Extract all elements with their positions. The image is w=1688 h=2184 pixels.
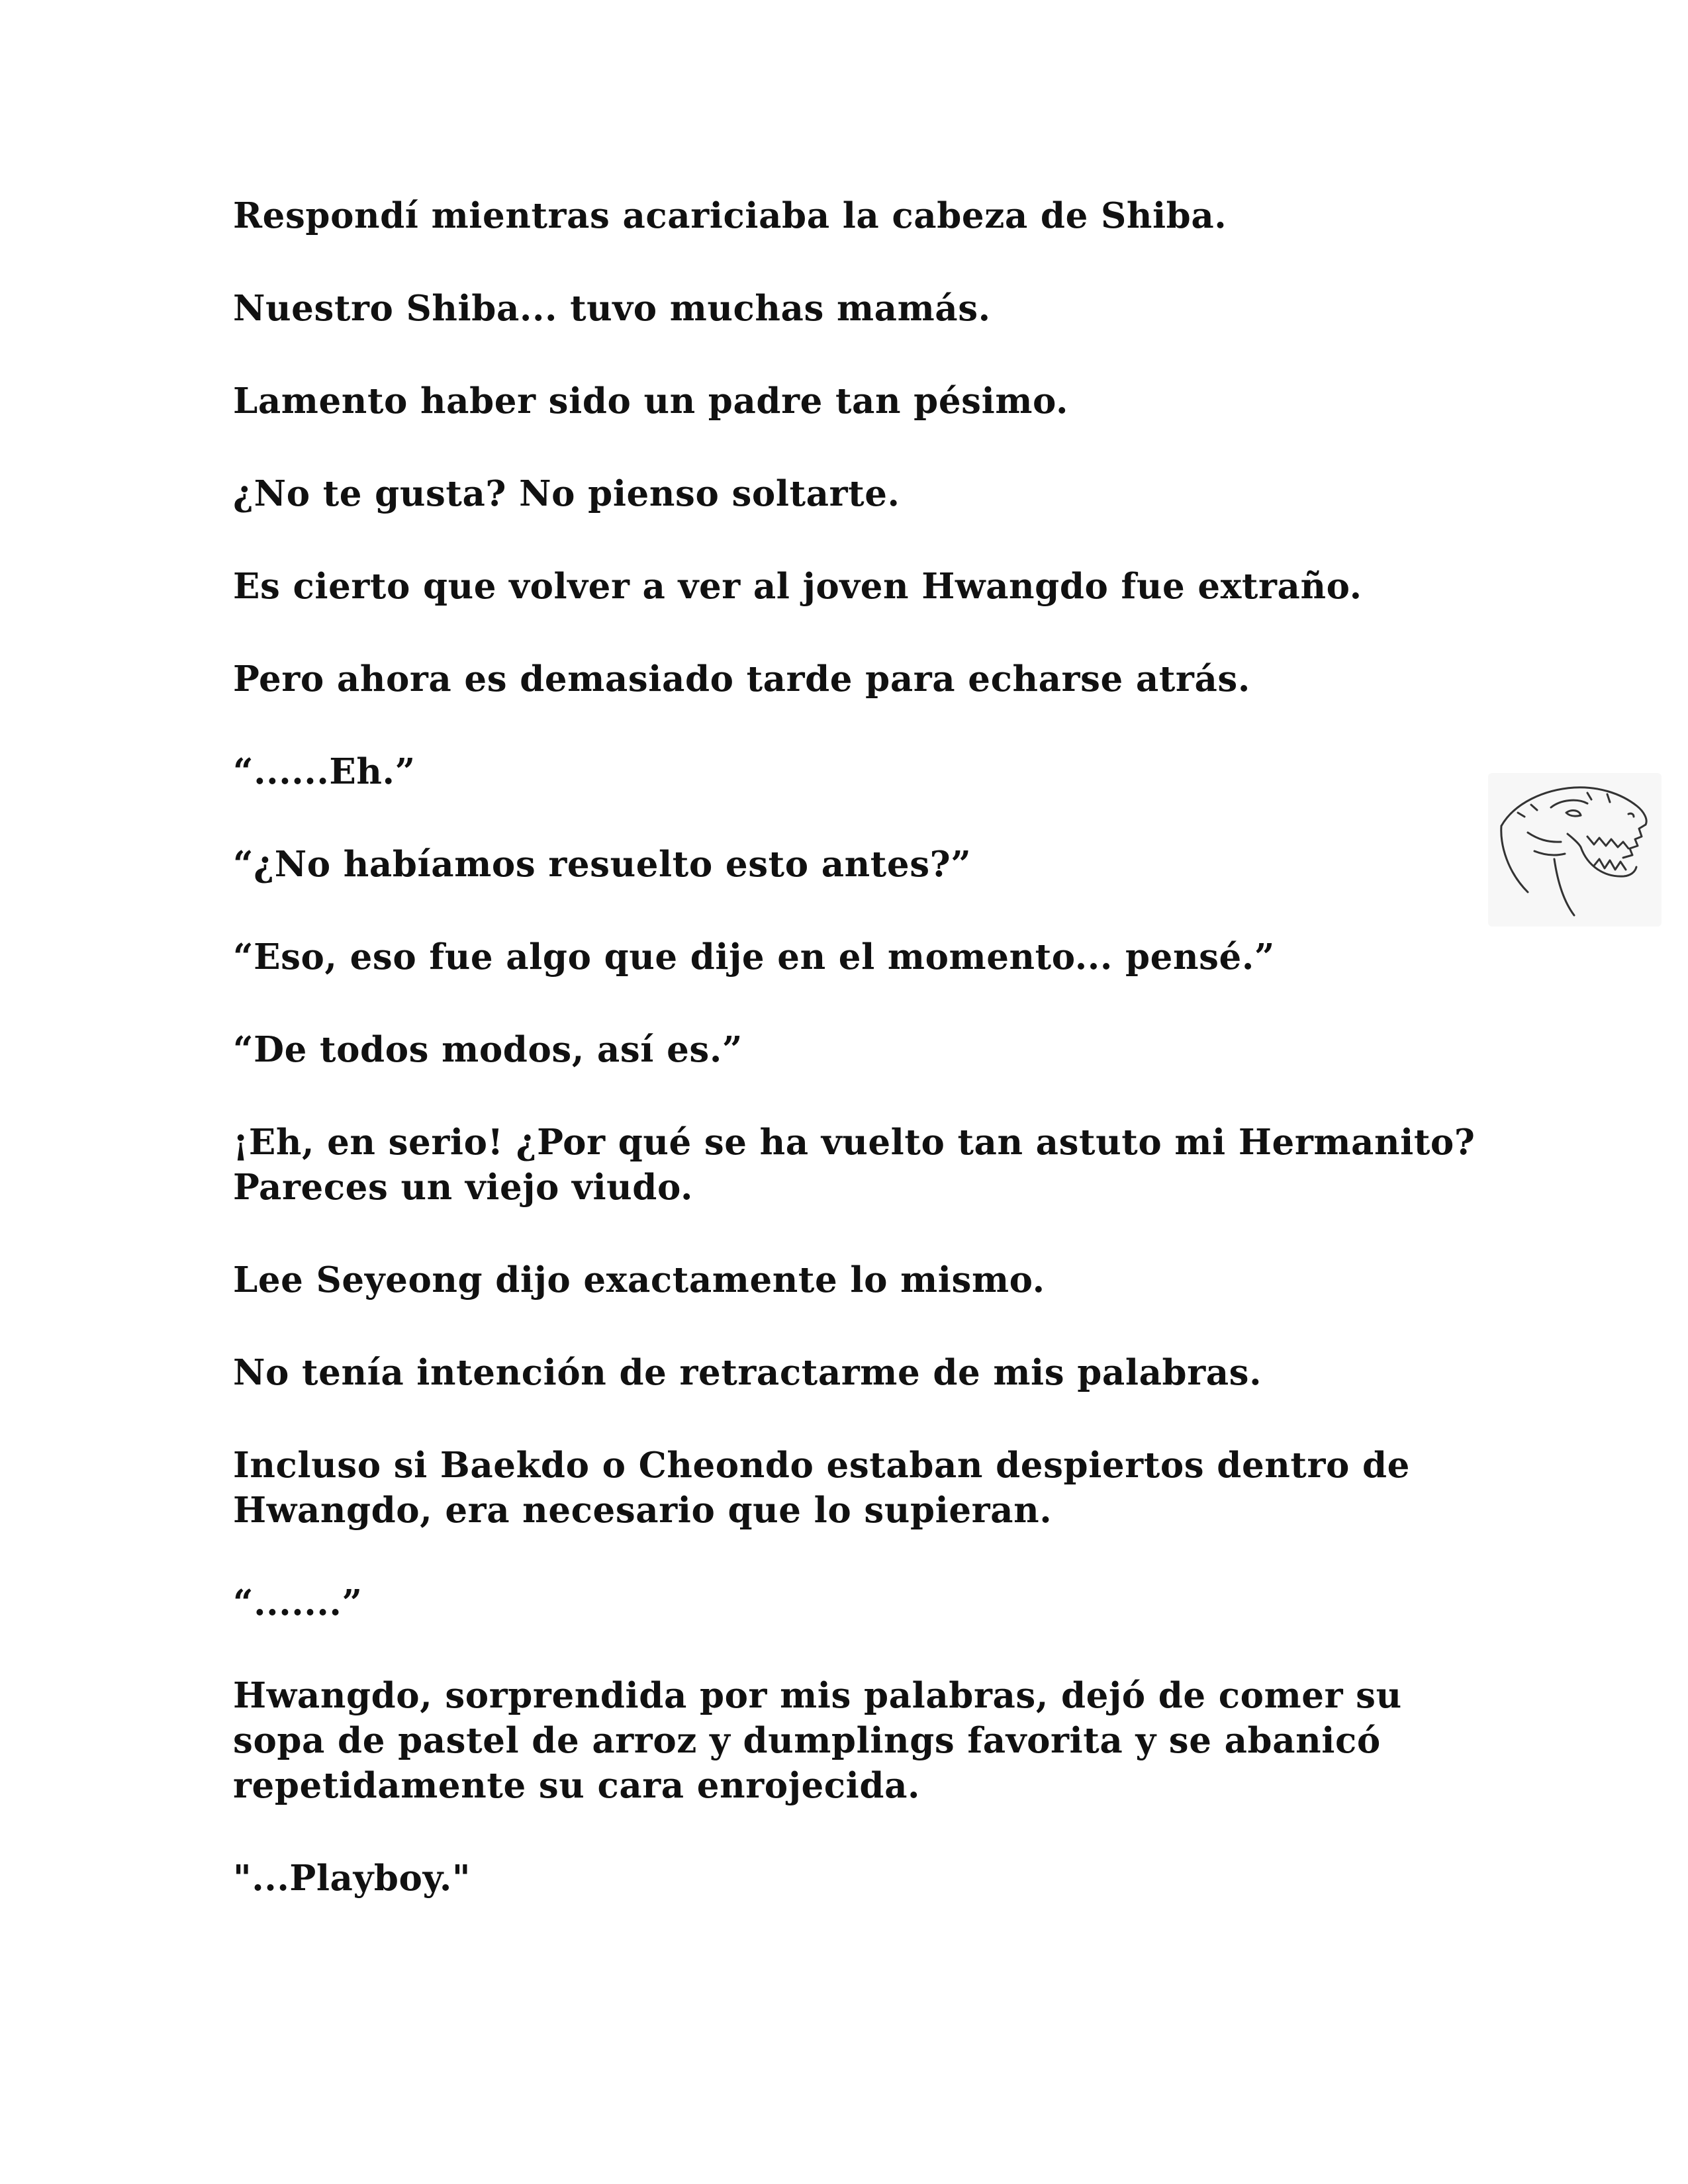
dialogue-line: “De todos modos, así es.” xyxy=(233,1029,743,1070)
paragraph: Respondí mientras acariciaba la cabeza de Shiba. xyxy=(233,195,1227,236)
paragraph: ¿No te gusta? No pienso soltarte. xyxy=(233,473,900,514)
paragraph: No tenía intención de retractarme de mis palabras. xyxy=(233,1352,1262,1393)
dialogue-line: "...Playboy." xyxy=(233,1858,471,1899)
paragraph: Lee Seyeong dijo exactamente lo mismo. xyxy=(233,1259,1045,1300)
text-body xyxy=(233,193,1491,1948)
paragraph: Incluso si Baekdo o Cheondo estaban despiertos dentro de Hwangdo, era necesario que lo supieran. xyxy=(233,1445,1410,1531)
dialogue-line: “¿No habíamos resuelto esto antes?” xyxy=(233,844,972,885)
paragraph: ¡Eh, en serio! ¿Por qué se ha vuelto tan astuto mi Hermanito? Pareces un viejo viudo. xyxy=(233,1122,1476,1208)
paragraph: Lamento haber sido un padre tan pésimo. xyxy=(233,381,1069,422)
dialogue-line: “......Eh.” xyxy=(233,751,416,792)
paragraph: Es cierto que volver a ver al joven Hwangdo fue extraño. xyxy=(233,566,1362,607)
dialogue-line: “.......” xyxy=(233,1582,363,1623)
paragraph: Pero ahora es demasiado tarde para echarse atrás. xyxy=(233,659,1250,700)
dialogue-line: “Eso, eso fue algo que dije en el momento... pensé.” xyxy=(233,936,1275,978)
paragraph: Nuestro Shiba... tuvo muchas mamás. xyxy=(233,288,991,329)
paragraph: Hwangdo, sorprendida por mis palabras, dejó de comer su sopa de pastel de arroz y dumplings favorita y se abanicó repetidamente su cara enrojecida. xyxy=(233,1675,1402,1806)
dinosaur-head-sketch-icon xyxy=(1488,773,1662,927)
